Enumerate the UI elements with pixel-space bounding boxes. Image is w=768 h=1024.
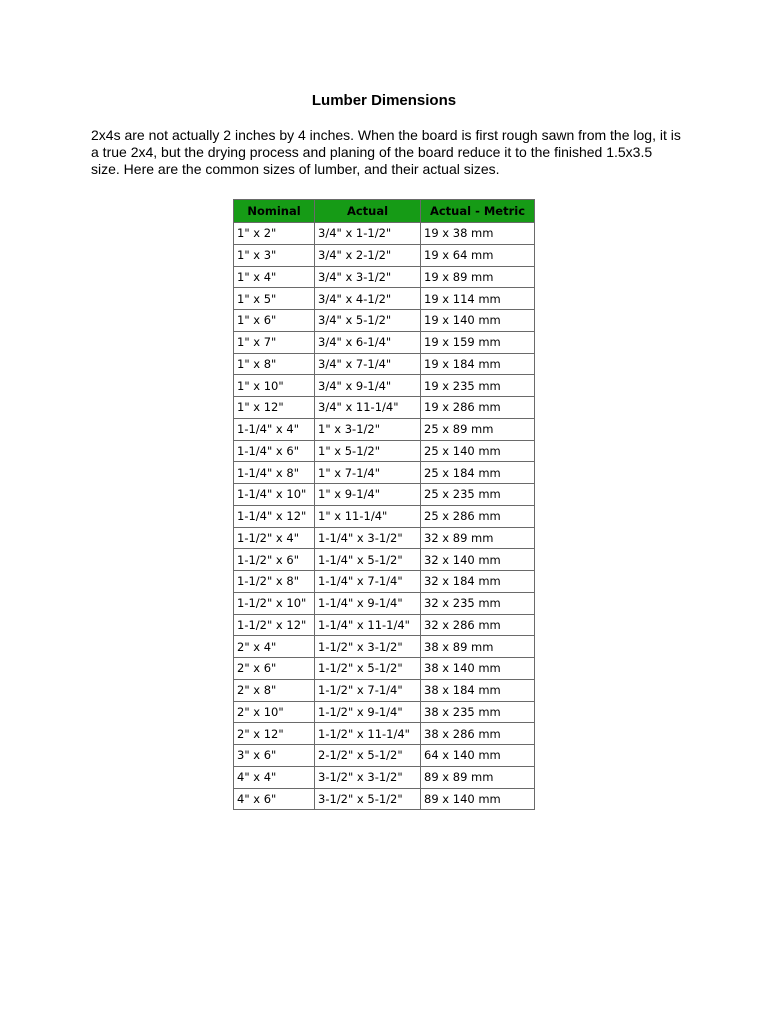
nominal-cell: 1-1/4" x 10" (234, 484, 315, 506)
nominal-cell: 1" x 3" (234, 244, 315, 266)
actual-cell: 3-1/2" x 3-1/2" (315, 766, 421, 788)
table-row (234, 505, 535, 527)
table-row (234, 223, 535, 245)
actual-cell: 3/4" x 7-1/4" (315, 353, 421, 375)
actual-metric-cell: 89 x 140 mm (421, 788, 535, 810)
actual-metric-cell: 19 x 64 mm (421, 244, 535, 266)
nominal-cell: 2" x 4" (234, 636, 315, 658)
actual-cell: 3-1/2" x 5-1/2" (315, 788, 421, 810)
column-header-actual-metric: Actual - Metric (421, 200, 535, 223)
actual-metric-cell: 19 x 184 mm (421, 353, 535, 375)
table-row (234, 679, 535, 701)
actual-metric-cell: 38 x 140 mm (421, 658, 535, 680)
nominal-cell: 2" x 12" (234, 723, 315, 745)
actual-metric-cell: 25 x 286 mm (421, 505, 535, 527)
actual-metric-cell: 38 x 286 mm (421, 723, 535, 745)
actual-cell: 2-1/2" x 5-1/2" (315, 745, 421, 767)
nominal-cell: 4" x 6" (234, 788, 315, 810)
table-row (234, 592, 535, 614)
actual-cell: 1-1/4" x 9-1/4" (315, 592, 421, 614)
table-row (234, 614, 535, 636)
table-row (234, 418, 535, 440)
nominal-cell: 4" x 4" (234, 766, 315, 788)
table-row (234, 244, 535, 266)
actual-cell: 1" x 3-1/2" (315, 418, 421, 440)
nominal-cell: 1" x 5" (234, 288, 315, 310)
nominal-cell: 1-1/2" x 12" (234, 614, 315, 636)
table-row (234, 571, 535, 593)
actual-metric-cell: 19 x 286 mm (421, 397, 535, 419)
actual-cell: 1" x 11-1/4" (315, 505, 421, 527)
nominal-cell: 1" x 10" (234, 375, 315, 397)
actual-metric-cell: 89 x 89 mm (421, 766, 535, 788)
nominal-cell: 1" x 6" (234, 310, 315, 332)
nominal-cell: 1-1/2" x 10" (234, 592, 315, 614)
actual-metric-cell: 32 x 235 mm (421, 592, 535, 614)
actual-cell: 1-1/4" x 11-1/4" (315, 614, 421, 636)
table-row (234, 462, 535, 484)
column-header-nominal: Nominal (234, 200, 315, 223)
actual-metric-cell: 32 x 184 mm (421, 571, 535, 593)
actual-cell: 1-1/4" x 7-1/4" (315, 571, 421, 593)
nominal-cell: 1-1/2" x 8" (234, 571, 315, 593)
actual-metric-cell: 25 x 89 mm (421, 418, 535, 440)
table-row (234, 353, 535, 375)
table-row (234, 658, 535, 680)
actual-metric-cell: 64 x 140 mm (421, 745, 535, 767)
nominal-cell: 1-1/4" x 8" (234, 462, 315, 484)
actual-metric-cell: 32 x 286 mm (421, 614, 535, 636)
nominal-cell: 1" x 8" (234, 353, 315, 375)
nominal-cell: 1-1/4" x 12" (234, 505, 315, 527)
page-title: Lumber Dimensions (311, 92, 457, 109)
nominal-cell: 1-1/2" x 4" (234, 527, 315, 549)
actual-cell: 1" x 5-1/2" (315, 440, 421, 462)
actual-metric-cell: 25 x 140 mm (421, 440, 535, 462)
nominal-cell: 1-1/4" x 6" (234, 440, 315, 462)
actual-cell: 1-1/2" x 9-1/4" (315, 701, 421, 723)
table-row (234, 331, 535, 353)
actual-cell: 3/4" x 9-1/4" (315, 375, 421, 397)
nominal-cell: 1" x 12" (234, 397, 315, 419)
actual-cell: 3/4" x 2-1/2" (315, 244, 421, 266)
table-row (234, 375, 535, 397)
table-row (234, 723, 535, 745)
nominal-cell: 2" x 6" (234, 658, 315, 680)
actual-cell: 1-1/4" x 3-1/2" (315, 527, 421, 549)
actual-metric-cell: 38 x 184 mm (421, 679, 535, 701)
table-row (234, 484, 535, 506)
nominal-cell: 1-1/2" x 6" (234, 549, 315, 571)
actual-cell: 3/4" x 1-1/2" (315, 223, 421, 245)
actual-cell: 1-1/2" x 5-1/2" (315, 658, 421, 680)
table-row (234, 788, 535, 810)
actual-cell: 3/4" x 4-1/2" (315, 288, 421, 310)
nominal-cell: 3" x 6" (234, 745, 315, 767)
actual-metric-cell: 19 x 38 mm (421, 223, 535, 245)
actual-metric-cell: 25 x 184 mm (421, 462, 535, 484)
actual-cell: 1-1/4" x 5-1/2" (315, 549, 421, 571)
actual-metric-cell: 19 x 140 mm (421, 310, 535, 332)
actual-cell: 3/4" x 3-1/2" (315, 266, 421, 288)
actual-cell: 1" x 9-1/4" (315, 484, 421, 506)
table-header (234, 200, 535, 223)
table-row (234, 549, 535, 571)
nominal-cell: 1" x 4" (234, 266, 315, 288)
table-row (234, 745, 535, 767)
nominal-cell: 1-1/4" x 4" (234, 418, 315, 440)
nominal-cell: 2" x 10" (234, 701, 315, 723)
table-row (234, 636, 535, 658)
header-row (234, 200, 535, 223)
table-row (234, 288, 535, 310)
actual-metric-cell: 25 x 235 mm (421, 484, 535, 506)
table-row (234, 527, 535, 549)
nominal-cell: 1" x 7" (234, 331, 315, 353)
actual-cell: 3/4" x 6-1/4" (315, 331, 421, 353)
table-row (234, 440, 535, 462)
table-row (234, 266, 535, 288)
actual-metric-cell: 19 x 114 mm (421, 288, 535, 310)
nominal-cell: 1" x 2" (234, 223, 315, 245)
table-row (234, 397, 535, 419)
actual-cell: 1-1/2" x 11-1/4" (315, 723, 421, 745)
actual-metric-cell: 38 x 89 mm (421, 636, 535, 658)
actual-cell: 3/4" x 11-1/4" (315, 397, 421, 419)
actual-metric-cell: 19 x 159 mm (421, 331, 535, 353)
table-row (234, 701, 535, 723)
actual-metric-cell: 32 x 140 mm (421, 549, 535, 571)
actual-metric-cell: 19 x 89 mm (421, 266, 535, 288)
actual-metric-cell: 19 x 235 mm (421, 375, 535, 397)
intro-paragraph: 2x4s are not actually 2 inches by 4 inches. When the board is first rough sawn from the log, it is a true 2x4, but the drying process and planing of the board reduce it to the finished 1.5x3.5 size. Here are the common sizes of lumber, and their actual sizes. (91, 127, 681, 177)
nominal-cell: 2" x 8" (234, 679, 315, 701)
lumber-table (233, 199, 535, 810)
table-row (234, 310, 535, 332)
column-header-actual: Actual (315, 200, 421, 223)
actual-cell: 1-1/2" x 3-1/2" (315, 636, 421, 658)
actual-cell: 1-1/2" x 7-1/4" (315, 679, 421, 701)
actual-cell: 3/4" x 5-1/2" (315, 310, 421, 332)
actual-metric-cell: 32 x 89 mm (421, 527, 535, 549)
table-row (234, 766, 535, 788)
actual-cell: 1" x 7-1/4" (315, 462, 421, 484)
actual-metric-cell: 38 x 235 mm (421, 701, 535, 723)
table-body (234, 223, 535, 810)
